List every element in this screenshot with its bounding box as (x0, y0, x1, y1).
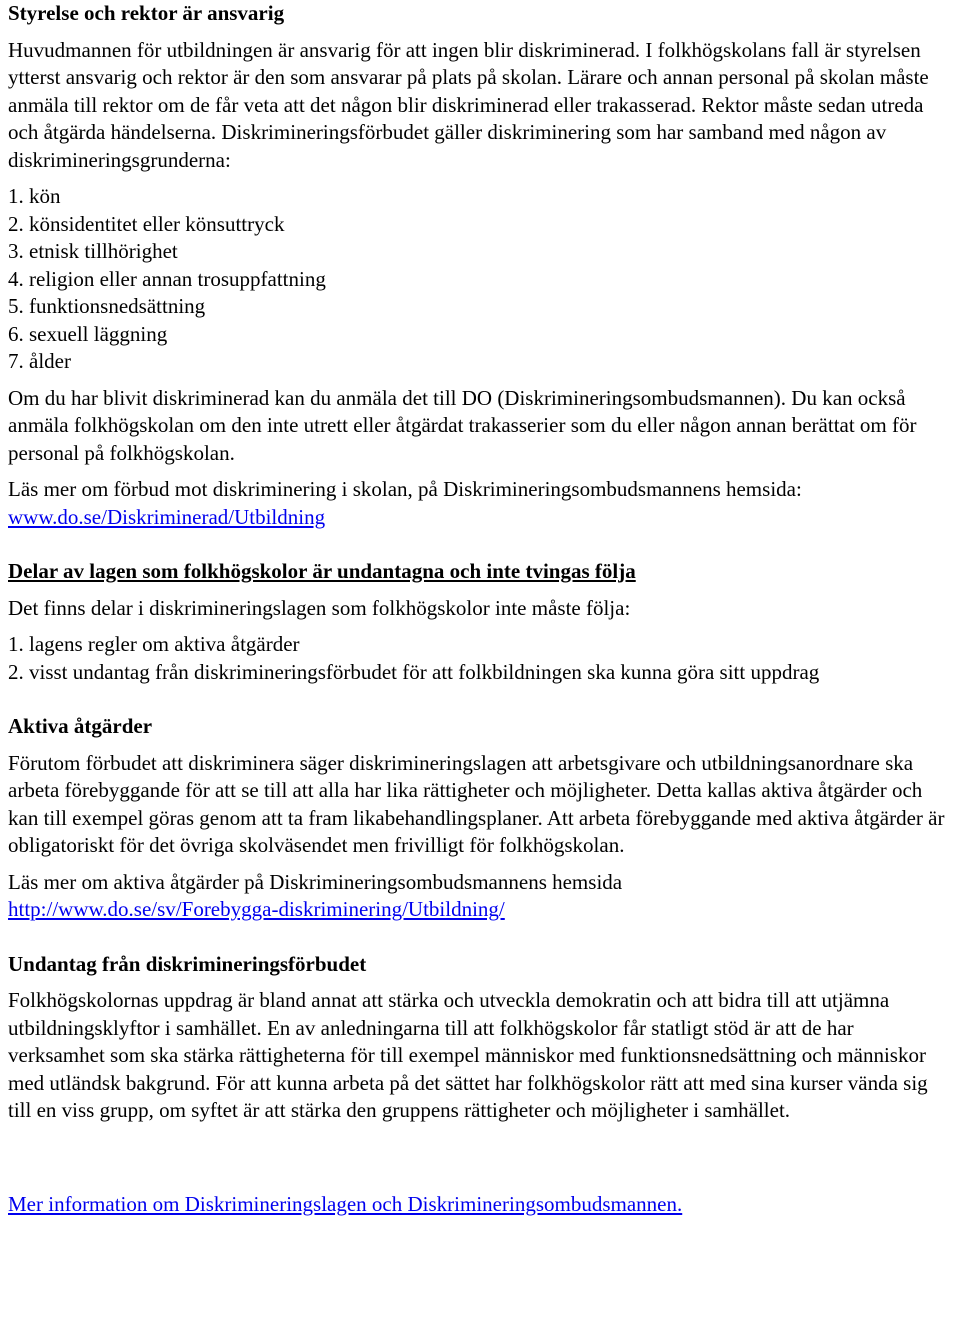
section-title-undantag: Undantag från diskrimineringsförbudet (8, 951, 367, 976)
list-item: 2. visst undantag från diskrimineringsförbudet för att folkbildningen ska kunna göra sitt uppdrag (8, 659, 820, 684)
list-item: 7. ålder (8, 349, 71, 373)
read-more-text: Läs mer om förbud mot diskriminering i skolan, på Diskrimineringsombudsmannens hemsida: (8, 477, 802, 501)
do-utbildning-link[interactable]: www.do.se/Diskriminerad/Utbildning (8, 504, 326, 529)
section-title-delar-av-lagen: Delar av lagen som folkhögskolor är undantagna och inte tvingas följa (8, 559, 636, 583)
exemptions-list (8, 631, 952, 686)
paragraph-report-do: Om du har blivit diskriminerad kan du anmäla det till DO (Diskrimineringsombudsmannen). Du kan också anmäla folkhögskolan om den inte utrett eller åtgärdat trakasserier som du eller någon annan berättat om för personal på folkhögskolan. (8, 385, 917, 465)
discrimination-grounds-list (8, 183, 952, 376)
list-item: 3. etnisk tillhörighet (8, 239, 178, 263)
paragraph-read-more-active (8, 869, 952, 924)
section-title-aktiva-atgarder: Aktiva åtgärder (8, 714, 153, 738)
paragraph-folkhogskola-mission: Folkhögskolornas uppdrag är bland annat att stärka och utveckla demokratin och att bidra till att utjämna utbildningsklyftor i samhället. En av anledningarna till att folkhögskolor får statligt stöd är att de har verksamhet som ska stärka rättigheterna för till exempel människor med funktionsnedsättning och människor med utländsk bakgrund. För att kunna arbeta på det sättet har folkhögskolor rätt att med sina kurser vända sig till en viss grupp, om syftet är att stärka den gruppens rättigheter och möjligheter i samhället. (8, 988, 928, 1122)
list-item: 2. könsidentitet eller könsuttryck (8, 211, 285, 236)
list-item: 6. sexuell läggning (8, 321, 168, 346)
read-more-text: Läs mer om aktiva åtgärder på Diskrimineringsombudsmannens hemsida (8, 869, 623, 894)
footer-paragraph (8, 1191, 952, 1219)
list-item: 1. lagens regler om aktiva åtgärder (8, 632, 300, 656)
do-forebygga-link[interactable]: http://www.do.se/sv/Forebygga-diskriminering/Utbildning/ (8, 897, 505, 921)
paragraph-read-more-prohibition (8, 476, 952, 531)
paragraph-active-measures: Förutom förbudet att diskriminera säger diskrimineringslagen att arbetsgivare och utbildningsanordnare ska arbeta förebyggande för att se till att alla har lika rättigheter och möjligheter. Detta kallas aktiva åtgärder och kan till exempel göras genom att ta fram likabehandlingsplaner. Att arbeta förebyggande med aktiva åtgärder är obligatoriskt för det övriga skolväsendet men frivilligt för folkhögskolan. (8, 750, 945, 857)
list-item: 1. kön (8, 184, 61, 208)
section-title-styrelse: Styrelse och rektor är ansvarig (8, 1, 285, 25)
list-item: 4. religion eller annan trosuppfattning (8, 266, 326, 291)
paragraph-responsibility: Huvudmannen för utbildningen är ansvarig för att ingen blir diskriminerad. I folkhögskolans fall är styrelsen ytterst ansvarig och rektor är den som ansvarar på plats på skolan. Lärare och annan personal på skolan måste anmäla till rektor om de får veta att det någon blir diskriminerad eller trakasserad. Rektor måste sedan utreda och åtgärda händelserna. Diskrimineringsförbudet gäller diskriminering som har samband med någon av diskrimineringsgrunderna: (8, 37, 929, 172)
list-item: 5. funktionsnedsättning (8, 294, 206, 318)
paragraph-exempt-parts: Det finns delar i diskrimineringslagen som folkhögskolor inte måste följa: (8, 595, 631, 620)
more-info-link[interactable]: Mer information om Diskrimineringslagen och Diskrimineringsombudsmannen. (8, 1191, 683, 1216)
